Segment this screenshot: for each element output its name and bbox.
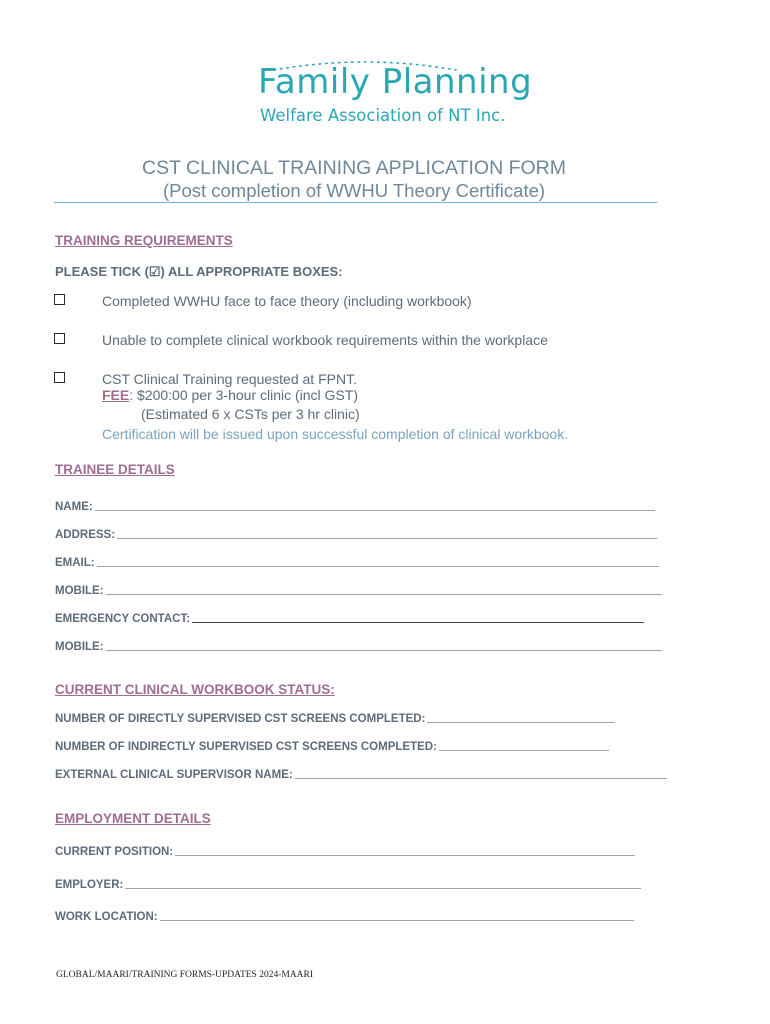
certification-note: Certification will be issued upon successful completion of clinical workbook. xyxy=(102,426,569,442)
mobile-field-row xyxy=(55,583,662,597)
address-input[interactable] xyxy=(117,528,657,539)
work-location-input[interactable] xyxy=(160,910,634,921)
title-divider xyxy=(54,202,657,203)
name-input[interactable] xyxy=(95,500,655,511)
external-supervisor-label: EXTERNAL CLINICAL SUPERVISOR NAME: xyxy=(55,769,293,781)
work-location-field-row xyxy=(55,909,634,923)
name-field-row xyxy=(55,499,655,513)
workbook-status-heading: CURRENT CLINICAL WORKBOOK STATUS: xyxy=(55,682,335,697)
form-subtitle: (Post completion of WWHU Theory Certificate) xyxy=(162,180,546,201)
emergency-mobile-input[interactable] xyxy=(106,640,662,651)
form-title: CST CLINICAL TRAINING APPLICATION FORM xyxy=(141,157,567,179)
direct-screens-field-row xyxy=(55,711,615,725)
trainee-details-heading: TRAINEE DETAILS xyxy=(55,462,175,477)
fee-text: : $200:00 per 3-hour clinic (incl GST) xyxy=(129,387,358,403)
logo-subtitle: Welfare Association of NT Inc. xyxy=(260,106,506,125)
employer-input[interactable] xyxy=(125,878,641,889)
current-position-field-row xyxy=(55,844,635,858)
tick-instruction: PLEASE TICK (☑) ALL APPROPRIATE BOXES: xyxy=(55,264,343,279)
checkbox-unable-to-complete[interactable] xyxy=(54,333,65,344)
direct-screens-input[interactable] xyxy=(427,712,615,723)
fee-line xyxy=(102,387,358,403)
option-clinical-training-request: CST Clinical Training requested at FPNT. xyxy=(102,371,357,387)
checkbox-completed-theory[interactable] xyxy=(54,294,65,305)
email-field-row xyxy=(55,555,659,569)
work-location-label: WORK LOCATION: xyxy=(55,911,158,923)
external-supervisor-field-row xyxy=(55,767,667,781)
option-completed-theory: Completed WWHU face to face theory (including workbook) xyxy=(102,293,472,309)
emergency-contact-input[interactable] xyxy=(192,612,644,623)
indirect-screens-label: NUMBER OF INDIRECTLY SUPERVISED CST SCREENS COMPLETED: xyxy=(55,741,437,753)
address-field-row xyxy=(55,527,657,541)
email-label: EMAIL: xyxy=(55,557,95,569)
emergency-mobile-field-row xyxy=(55,639,662,653)
training-requirements-heading: TRAINING REQUIREMENTS xyxy=(55,233,233,248)
emergency-contact-label: EMERGENCY CONTACT: xyxy=(55,613,191,625)
mobile-label: MOBILE: xyxy=(55,585,104,597)
option-unable-to-complete: Unable to complete clinical workbook requirements within the workplace xyxy=(102,332,548,348)
employment-details-heading: EMPLOYMENT DETAILS xyxy=(55,811,211,826)
mobile-input[interactable] xyxy=(106,584,662,595)
current-position-label: CURRENT POSITION: xyxy=(55,846,174,858)
email-input[interactable] xyxy=(97,556,659,567)
current-position-input[interactable] xyxy=(175,845,635,856)
indirect-screens-field-row xyxy=(55,739,609,753)
logo-title: Family Planning xyxy=(258,62,533,102)
fee-label: FEE xyxy=(102,387,130,403)
direct-screens-label: NUMBER OF DIRECTLY SUPERVISED CST SCREENS COMPLETED: xyxy=(55,713,426,725)
checkbox-clinical-training-request[interactable] xyxy=(54,372,65,383)
document-footer: GLOBAL/MAARI/TRAINING FORMS-UPDATES 2024-MAARI xyxy=(56,970,314,980)
address-label: ADDRESS: xyxy=(55,529,116,541)
employer-field-row xyxy=(55,877,641,891)
indirect-screens-input[interactable] xyxy=(439,740,609,751)
name-label: NAME: xyxy=(55,501,93,513)
emergency-mobile-label: MOBILE: xyxy=(55,641,104,653)
emergency-contact-field-row xyxy=(55,611,644,625)
external-supervisor-input[interactable] xyxy=(295,768,667,779)
organization-logo xyxy=(256,58,533,132)
estimate-text: (Estimated 6 x CSTs per 3 hr clinic) xyxy=(141,406,360,422)
employer-label: EMPLOYER: xyxy=(55,879,124,891)
